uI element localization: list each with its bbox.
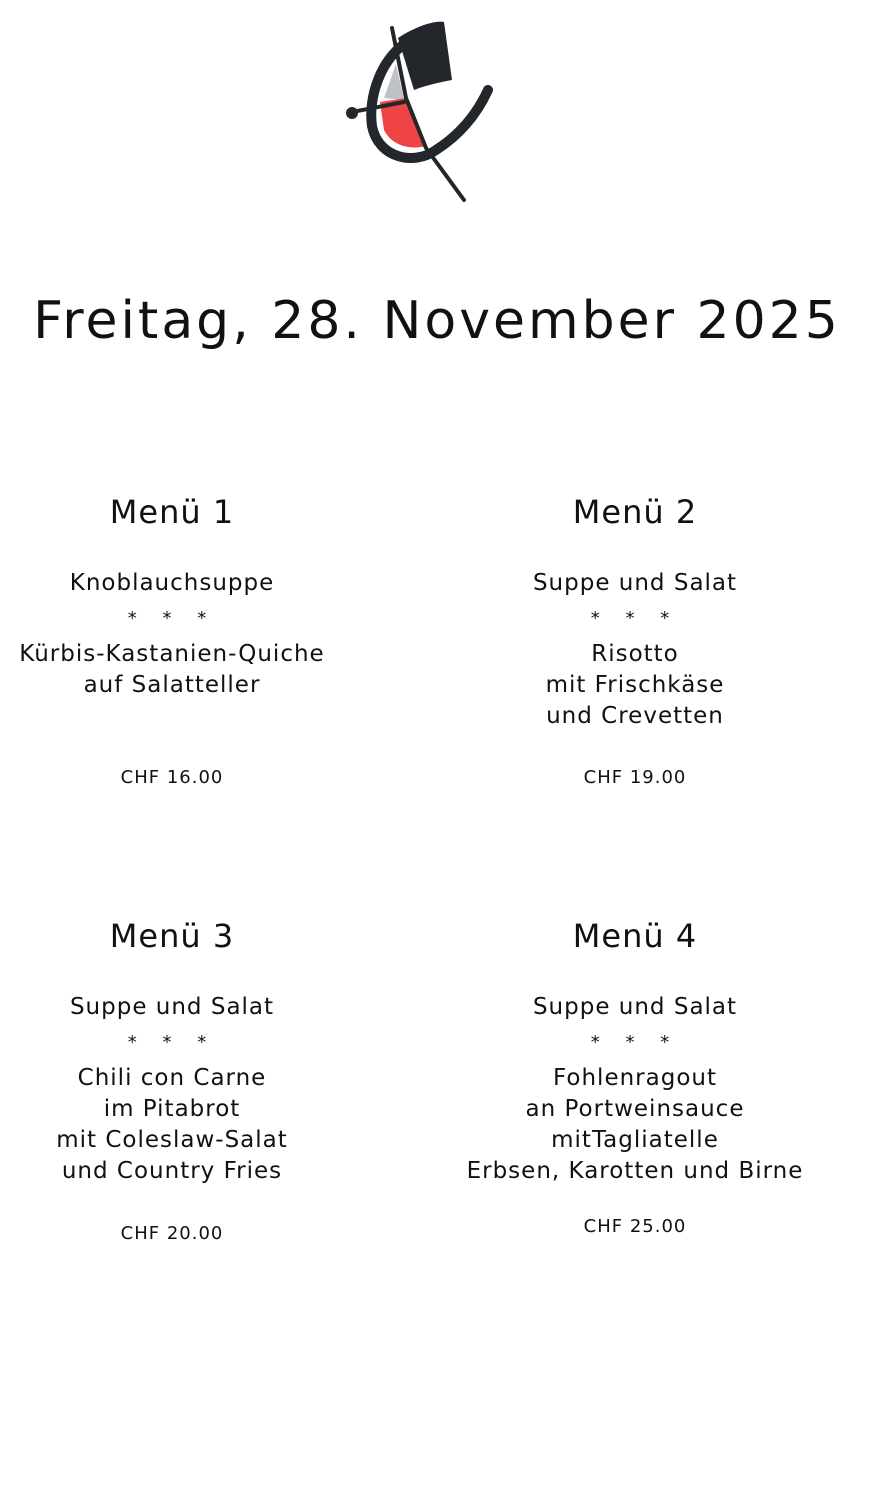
menu-title: Menü 2: [572, 493, 698, 531]
menu-starter: Suppe und Salat: [69, 994, 275, 1020]
logo-dark-flag: [398, 22, 452, 90]
menu-card-4: [395, 917, 874, 1237]
menu-main-line: an Portweinsauce: [525, 1096, 745, 1122]
menu-card-3: [0, 917, 344, 1244]
menu-main-line: mitTagliatelle: [551, 1127, 719, 1153]
menu-main-line: Risotto: [591, 641, 679, 667]
menu-price: CHF 20.00: [120, 1223, 224, 1244]
menu-separator: * * *: [127, 1032, 217, 1053]
menu-main-line: mit Frischkäse: [545, 672, 725, 698]
menu-starter: Suppe und Salat: [532, 570, 738, 596]
menu-title: Menü 3: [109, 917, 235, 955]
menu-main-line: Fohlenragout: [553, 1065, 717, 1091]
menu-separator: * * *: [127, 608, 217, 629]
menu-card-2: [395, 493, 874, 788]
menu-main-line: und Country Fries: [61, 1158, 283, 1184]
logo-dot: [346, 107, 358, 119]
menu-price: CHF 16.00: [120, 767, 224, 788]
menu-price: CHF 19.00: [583, 767, 687, 788]
menu-title: Menü 4: [572, 917, 698, 955]
menu-price: CHF 25.00: [583, 1216, 687, 1237]
menu-separator: * * *: [590, 1032, 680, 1053]
menu-main-line: im Pitabrot: [103, 1096, 241, 1122]
menu-main-line: Chili con Carne: [77, 1065, 267, 1091]
menu-main-line: Erbsen, Karotten und Birne: [466, 1158, 804, 1184]
menu-main-line: mit Coleslaw-Salat: [56, 1127, 288, 1153]
menu-main-line: Kürbis-Kastanien-Quiche: [19, 641, 325, 667]
menu-starter: Knoblauchsuppe: [69, 570, 275, 596]
menu-starter: Suppe und Salat: [532, 994, 738, 1020]
menu-card-1: [0, 493, 344, 788]
menu-main-line: und Crevetten: [546, 703, 724, 729]
menu-separator: * * *: [590, 608, 680, 629]
menu-title: Menü 1: [109, 493, 235, 531]
date-title: Freitag, 28. November 2025: [33, 291, 841, 351]
restaurant-logo: [340, 18, 500, 208]
menu-main-line: auf Salatteller: [83, 672, 261, 698]
